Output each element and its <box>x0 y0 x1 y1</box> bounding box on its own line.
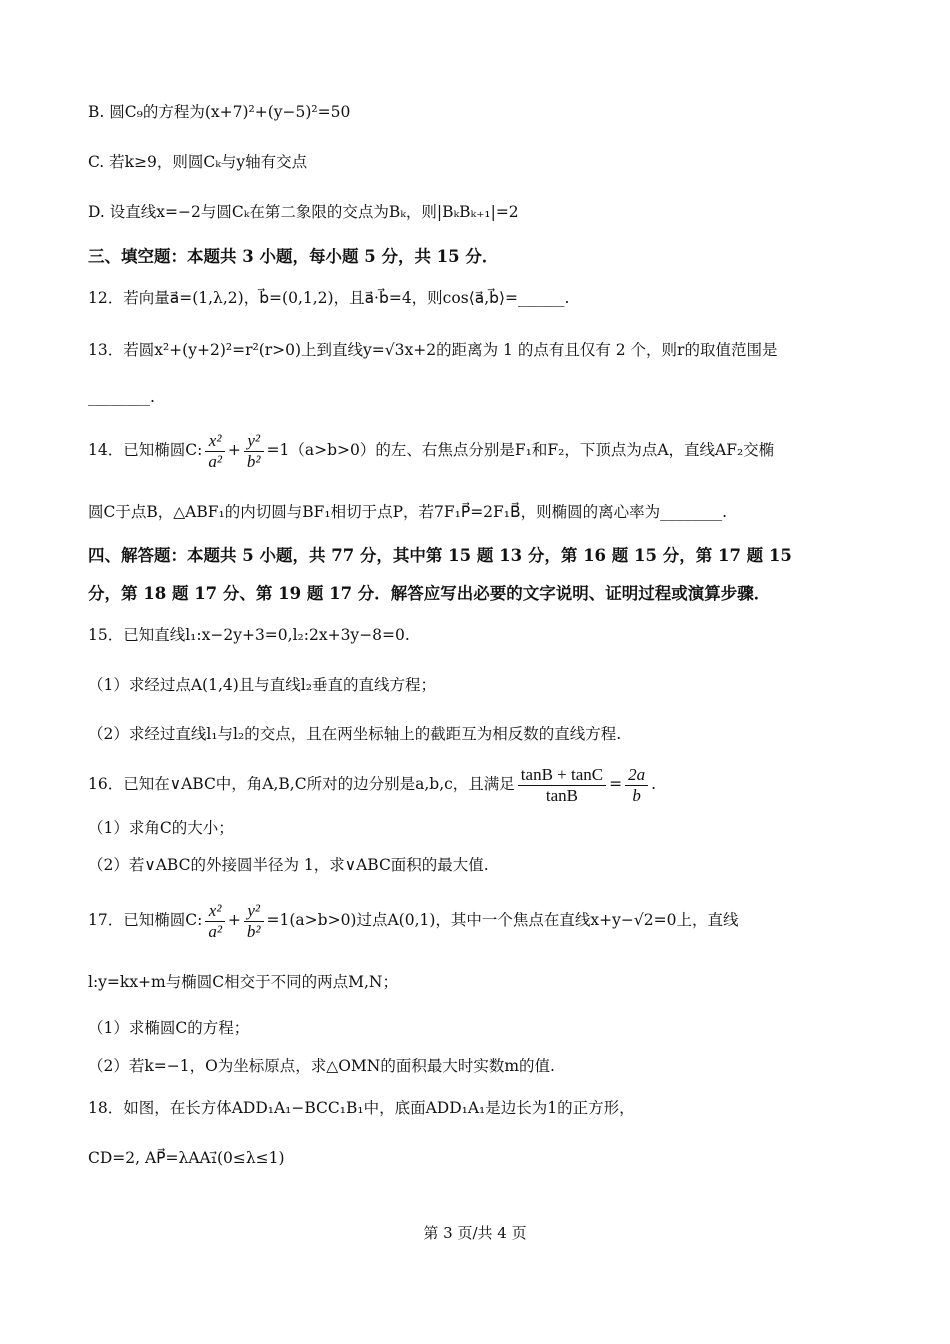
page-footer: 第 3 页/共 4 页 <box>423 1224 527 1242</box>
q14-pre: 14．已知椭圆C: <box>88 441 203 459</box>
q14-frac-x <box>205 431 225 472</box>
option-b-body: 圆C₉的方程为(x+7)²+(y−5)²=50 <box>109 103 351 121</box>
option-d-body: 设直线x=−2与圆Cₖ在第二象限的交点为Bₖ，则|BₖBₖ₊₁|=2 <box>109 203 519 221</box>
section-4-heading-2: 分，第 18 题 17 分、第 19 题 17 分．解答应写出必要的文字说明、证明过程或演算步骤． <box>88 584 771 603</box>
section-3-heading: 三、填空题：本题共 3 小题，每小题 5 分，共 15 分． <box>88 247 499 266</box>
q14-frac-y <box>244 431 264 472</box>
q16-post: . <box>651 775 657 793</box>
question-17-part1: （1）求椭圆C的方程； <box>88 1019 250 1037</box>
q14-frac-y-num: y² <box>244 431 264 452</box>
question-15-part1: （1）求经过点A(1,4)且与直线l₂垂直的直线方程； <box>88 676 436 694</box>
question-13-line2: ________. <box>88 388 155 406</box>
question-18-line1: 18．如图，在长方体ADD₁A₁−BCC₁B₁中，底面ADD₁A₁是边长为1的正方形， <box>88 1099 635 1117</box>
q17-frac-x-num: x² <box>205 901 225 922</box>
option-b-text: B. <box>88 103 105 121</box>
q16-pre: 16．已知在∨ABC中，角A,B,C所对的边分别是a,b,c，且满足 <box>88 775 515 793</box>
q16-frac-right <box>625 765 648 806</box>
q17-frac-x <box>205 901 225 942</box>
question-15-part2: （2）求经过直线l₁与l₂的交点，且在两坐标轴上的截距互为相反数的直线方程. <box>88 725 622 743</box>
q14-post: =1（a>b>0）的左、右焦点分别是F₁和F₂，下顶点为点A，直线AF₂交椭 <box>266 441 775 459</box>
q17-pre: 17．已知椭圆C: <box>88 911 203 929</box>
q16-frac-left <box>518 765 606 806</box>
q17-post: =1(a>b>0)过点A(0,1)，其中一个焦点在直线x+y−√2=0上，直线 <box>266 911 739 929</box>
question-16-part1: （1）求角C的大小； <box>88 819 234 837</box>
question-15-stem: 15．已知直线l₁:x−2y+3=0,l₂:2x+3y−8=0. <box>88 626 410 644</box>
question-18-line2: CD=2, AP⃗=λAA₁⃗(0≤λ≤1) <box>88 1149 285 1167</box>
question-17-part2: （2）若k=−1，O为坐标原点，求△OMN的面积最大时实数m的值. <box>88 1057 555 1075</box>
q14-frac-x-den: a² <box>208 451 222 471</box>
question-17-line1: 17．已知椭圆C: $\frac{\text{x²}}{\text{a²}}$ + $\frac{\text{y²}}{\text{b²}}$ =1(a>b>0)过点A(0,1)，其中一个焦点在直线x+y−√2=0上，直线 <box>88 900 739 941</box>
question-16-part2: （2）若∨ABC的外接圆半径为 1，求∨ABC面积的最大值. <box>88 856 489 874</box>
q16-frac-right-den: b <box>632 785 641 805</box>
q17-frac-y-den: b² <box>246 921 261 941</box>
question-13-line1: 13．若圆x²+(y+2)²=r²(r>0)上到直线y=√3x+2的距离为 1 的点有且仅有 2 个，则r的取值范围是 <box>88 341 778 359</box>
q14-frac-x-num: x² <box>205 431 225 452</box>
q14-frac-y-den: b² <box>246 451 261 471</box>
question-14-line2: 圆C于点B，△ABF₁的内切圆与BF₁相切于点P，若7F₁P⃗=2F₁B⃗，则椭圆的离心率为________. <box>88 503 728 521</box>
question-12: 12．若向量a⃗=(1,λ,2)，b⃗=(0,1,2)，且a⃗·b⃗=4，则cos⟨a⃗,b⃗⟩=______. <box>88 289 570 307</box>
q16-frac-left-den: tanB <box>545 785 578 805</box>
option-b <box>88 100 890 124</box>
question-16-stem <box>88 760 890 808</box>
option-c-body: 若k≥9，则圆Cₖ与y轴有交点 <box>109 153 308 171</box>
q17-frac-y <box>244 901 264 942</box>
q16-equals: = <box>609 775 623 793</box>
option-d-label: D. <box>88 203 105 221</box>
q17-frac-y-num: y² <box>244 901 264 922</box>
section-4-heading-1: 四、解答题：本题共 5 小题，共 77 分，其中第 15 题 13 分，第 16 题 15 分，第 17 题 15 <box>88 546 792 565</box>
question-17-line2: l:y=kx+m与椭圆C相交于不同的两点M,N； <box>88 973 398 991</box>
option-d <box>88 200 890 224</box>
question-14-line1: 14．已知椭圆C: $\frac{\text{x²}}{\text{a²}}$ + $\frac{\text{y²}}{\text{b²}}$ =1（a>b>0）的左、右焦点分别是F₁和F₂，下顶点为点A，直线AF₂交椭 <box>88 430 775 471</box>
q16-frac-left-num: tanB + tanC <box>518 765 606 786</box>
q16-frac-right-num: 2a <box>625 765 648 786</box>
q17-frac-x-den: a² <box>208 921 222 941</box>
option-c <box>88 150 890 174</box>
option-c-label: C. <box>88 153 105 171</box>
